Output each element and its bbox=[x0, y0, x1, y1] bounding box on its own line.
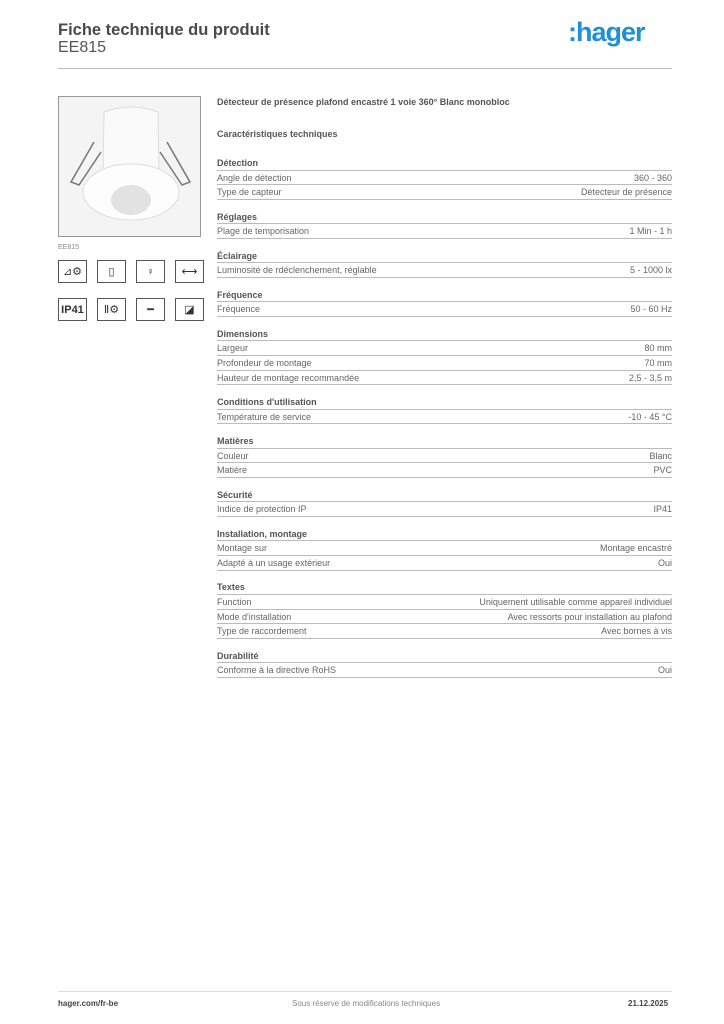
spec-value: 1 Min - 1 h bbox=[629, 226, 672, 237]
footer-date: 21.12.2025 bbox=[628, 999, 669, 1008]
section-title: Dimensions bbox=[217, 327, 672, 342]
spec-section bbox=[217, 156, 672, 200]
spec-section bbox=[217, 527, 672, 571]
spec-row bbox=[217, 371, 672, 386]
spec-row bbox=[217, 556, 672, 571]
image-caption: EE815 bbox=[58, 244, 80, 251]
spec-row bbox=[217, 302, 672, 317]
section-title: Réglages bbox=[217, 210, 672, 225]
spec-label: Montage sur bbox=[217, 543, 268, 554]
footer-divider bbox=[58, 991, 672, 992]
spec-value: 5 - 1000 lx bbox=[629, 265, 672, 276]
product-image bbox=[58, 96, 201, 237]
footer-website[interactable]: hager.com/fr-be bbox=[58, 999, 119, 1008]
spec-section bbox=[217, 649, 672, 678]
spec-value: Uniquement utilisable comme appareil individuel bbox=[479, 596, 672, 607]
spec-label: Matière bbox=[217, 465, 248, 476]
spec-row bbox=[217, 663, 672, 678]
energy-saving-lamp-icon: ▯ bbox=[97, 260, 126, 283]
spec-label: Conforme à la directive RoHS bbox=[217, 665, 337, 676]
hager-logo: :hager bbox=[568, 17, 645, 47]
spec-section bbox=[217, 327, 672, 386]
spec-row bbox=[217, 610, 672, 625]
spec-value: 50 - 60 Hz bbox=[630, 304, 672, 315]
spec-section bbox=[217, 395, 672, 424]
spec-section bbox=[217, 288, 672, 317]
spec-value: Blanc bbox=[649, 450, 672, 461]
spec-value: 80 mm bbox=[644, 343, 672, 354]
spec-section bbox=[217, 488, 672, 517]
spec-value: Avec bornes à vis bbox=[601, 626, 672, 637]
spec-label: Indice de protection IP bbox=[217, 504, 307, 515]
spec-value: Montage encastré bbox=[599, 543, 672, 554]
header-divider bbox=[58, 68, 672, 69]
ip-label: IP41 bbox=[61, 303, 84, 316]
spec-row bbox=[217, 341, 672, 356]
spec-label: Couleur bbox=[217, 450, 249, 461]
spec-label: Plage de temporisation bbox=[217, 226, 310, 237]
spec-label: Température de service bbox=[217, 411, 312, 422]
spec-section bbox=[217, 210, 672, 239]
spec-row bbox=[217, 171, 672, 186]
incandescent-bulb-icon: ♀ bbox=[136, 260, 165, 283]
spec-label: Fréquence bbox=[217, 304, 261, 315]
spec-row bbox=[217, 185, 672, 200]
spec-row bbox=[217, 263, 672, 278]
spec-label: Angle de détection bbox=[217, 172, 292, 183]
spec-section bbox=[217, 434, 672, 478]
spec-label: Type de raccordement bbox=[217, 626, 307, 637]
section-title: Durabilité bbox=[217, 649, 672, 664]
spec-row bbox=[217, 224, 672, 239]
transformer-icon: Ⅱ⚙ bbox=[97, 298, 126, 321]
spec-value: IP41 bbox=[653, 504, 672, 515]
dimmer-load-icon: ⊿⚙ bbox=[58, 260, 87, 283]
spec-section bbox=[217, 249, 672, 278]
spec-label: Mode d'installation bbox=[217, 611, 292, 622]
spec-value: Détecteur de présence bbox=[580, 187, 672, 198]
section-title: Installation, montage bbox=[217, 527, 672, 542]
page-title: Fiche technique du produit bbox=[58, 21, 270, 39]
spec-value: 360 - 360 bbox=[633, 172, 672, 183]
spec-label: Luminosité de rdéclenchement, réglable bbox=[217, 265, 377, 276]
section-title: Détection bbox=[217, 156, 672, 171]
section-title: Textes bbox=[217, 580, 672, 595]
section-title: Fréquence bbox=[217, 288, 672, 303]
ip-rating-badge bbox=[58, 298, 87, 321]
spec-label: Type de capteur bbox=[217, 187, 282, 198]
section-title: Matières bbox=[217, 434, 672, 449]
spec-row bbox=[217, 356, 672, 371]
spec-label: Adapté à un usage extérieur bbox=[217, 557, 331, 568]
ceiling-mount-icon: ◪ bbox=[175, 298, 204, 321]
section-title: Conditions d'utilisation bbox=[217, 395, 672, 410]
spec-value: PVC bbox=[653, 465, 672, 476]
spec-value: 70 mm bbox=[644, 357, 672, 368]
spec-label: Largeur bbox=[217, 343, 249, 354]
fluorescent-tube-icon: ⟷ bbox=[175, 260, 204, 283]
spec-label: Hauteur de montage recommandée bbox=[217, 372, 360, 383]
spec-content bbox=[217, 97, 672, 687]
led-tube-icon: ━ bbox=[136, 298, 165, 321]
section-title: Sécurité bbox=[217, 488, 672, 503]
spec-row bbox=[217, 410, 672, 425]
product-title: Détecteur de présence plafond encastré 1 voie 360° Blanc monobloc bbox=[217, 97, 510, 107]
product-reference: EE815 bbox=[58, 39, 107, 56]
spec-row bbox=[217, 595, 672, 610]
spec-label: Profondeur de montage bbox=[217, 357, 312, 368]
spec-value: -10 - 45 °C bbox=[628, 411, 672, 422]
spec-value: Avec ressorts pour installation au plafond bbox=[507, 611, 672, 622]
spec-row bbox=[217, 449, 672, 464]
spec-value: 2,5 - 3,5 m bbox=[628, 372, 672, 383]
spec-row bbox=[217, 624, 672, 639]
spec-value: Oui bbox=[657, 557, 672, 568]
spec-value: Oui bbox=[657, 665, 672, 676]
spec-row bbox=[217, 463, 672, 478]
section-title: Éclairage bbox=[217, 249, 672, 264]
spec-label: Function bbox=[217, 596, 252, 607]
spec-section bbox=[217, 580, 672, 639]
spec-row bbox=[217, 541, 672, 556]
spec-row bbox=[217, 502, 672, 517]
specs-heading: Caractéristiques techniques bbox=[217, 129, 338, 139]
footer-disclaimer: Sous réserve de modifications techniques bbox=[292, 999, 441, 1008]
